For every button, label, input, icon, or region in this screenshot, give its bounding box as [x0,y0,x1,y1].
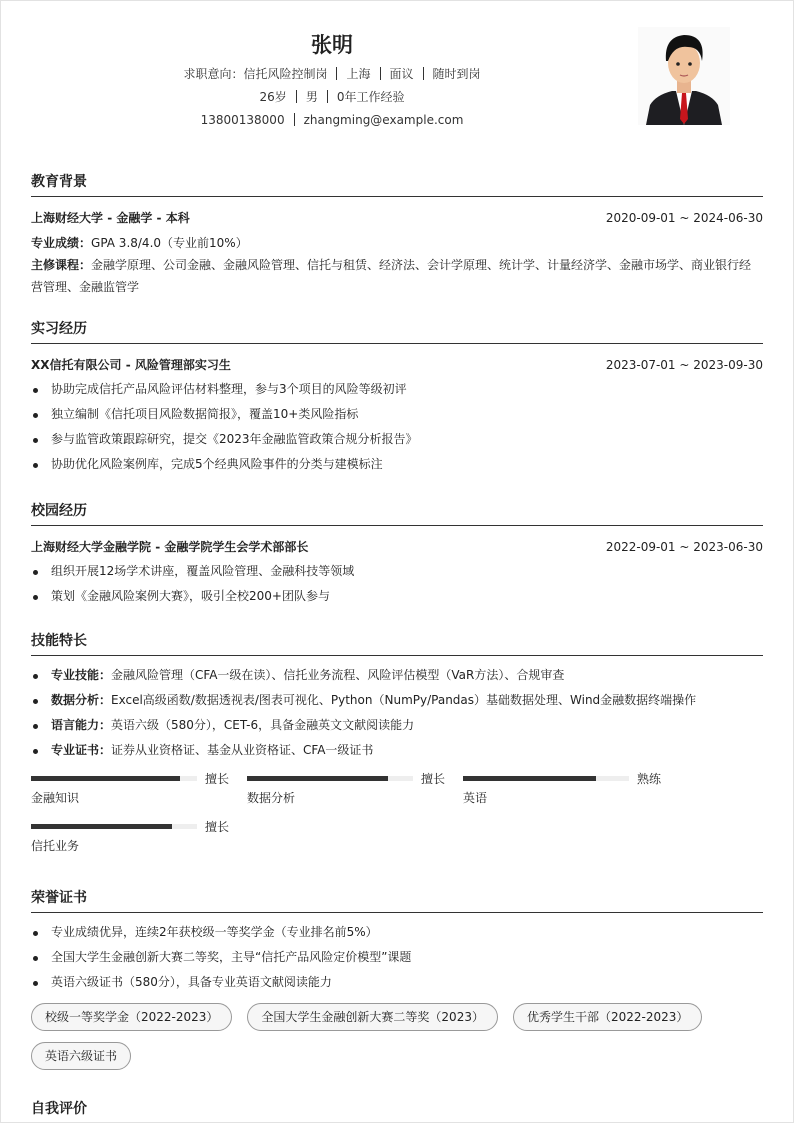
company: XX信托有限公司 [31,358,122,372]
basic-info-line [0,86,664,109]
availability: 随时到岗 [432,67,481,81]
education-dates: 2020-09-01 ~ 2024-06-30 [605,211,763,225]
skill-bar-fill [31,824,172,829]
section-title: 自我评价 [31,1101,87,1117]
list-item: 英语六级证书（580分），具备专业英语文献阅读能力 [31,970,763,995]
skills-section [31,630,763,865]
role: 金融学院学生会学术部部长 [164,540,309,554]
skill-text: 英语六级（580分），CET-6，具备金融英文文献阅读能力 [111,718,415,732]
list-item: 专业成绩优异，连续2年获校级一等奖学金（专业排名前5%） [31,920,763,945]
skill-level: 熟练 [637,771,662,786]
courses-line [31,254,763,298]
skill-label: 数据分析： [51,693,112,707]
skill-name: 英语 [463,791,488,805]
honor-tag: 英语六级证书 [31,1042,131,1070]
intent-label: 求职意向： [183,67,244,81]
degree: 本科 [165,211,190,225]
resume-header [0,28,664,132]
skill-bar [247,776,413,781]
school: 上海财经大学 [31,211,104,225]
organization: 上海财经大学金融学院 [31,540,152,554]
skill-level-item [247,769,463,809]
list-item [31,738,763,763]
list-item: 策划《金融风险案例大赛》，吸引全校200+团队参与 [31,584,763,609]
candidate-name: 张明 [311,33,353,57]
skill-levels [31,769,763,865]
skill-level-item [31,817,247,857]
intent-line [0,63,664,86]
age: 26岁 [259,90,287,104]
campus-dates: 2022-09-01 ~ 2023-06-30 [605,540,763,554]
skill-bar-fill [31,776,180,781]
experience: 0年工作经验 [336,90,405,104]
skill-label: 语言能力： [51,718,112,732]
list-item: 协助优化风险案例库，完成5个经典风险事件的分类与建模标注 [31,452,763,477]
section-title: 荣誉证书 [31,887,763,913]
section-title: 校园经历 [31,500,763,526]
skill-level-item [463,769,679,809]
campus-section [31,500,763,609]
honor-tag: 优秀学生干部（2022-2023） [513,1003,702,1031]
list-item: 全国大学生金融创新大赛二等奖，主导“信托产品风险定价模型”课题 [31,945,763,970]
education-entry: 上海财经大学 - 金融学 - 本科 2020-09-01 ~ 2024-06-30 [31,207,763,229]
internship-dates: 2023-07-01 ~ 2023-09-30 [605,358,763,372]
skill-bar-fill [463,776,596,781]
list-item: 独立编制《信托项目风险数据简报》，覆盖10+类风险指标 [31,402,763,427]
list-item [31,713,763,738]
campus-entry: 上海财经大学金融学院 - 金融学院学生会学术部部长 2022-09-01 ~ 2023-06-30 [31,536,763,558]
education-section [31,171,763,298]
section-title: 技能特长 [31,630,763,656]
skill-bar-fill [247,776,388,781]
list-item: 参与监管政策跟踪研究，提交《2023年金融监管政策合规分析报告》 [31,427,763,452]
intent: 信托风险控制岗 [243,67,328,81]
internship-entry: XX信托有限公司 - 风险管理部实习生 2023-07-01 ~ 2023-09-30 [31,354,763,376]
skill-name: 信托业务 [31,839,80,853]
list-item: 协助完成信托产品风险评估材料整理，参与3个项目的风险等级初评 [31,377,763,402]
role: 风险管理部实习生 [134,358,231,372]
skill-level: 擅长 [205,771,230,786]
skill-text: 金融风险管理（CFA一级在读）、信托业务流程、风险评估模型（VaR方法）、合规审查 [111,668,565,682]
list-item [31,663,763,688]
skill-text: Excel高级函数/数据透视表/图表可视化、Python（NumPy/Pandas）基础数据处理、Wind金融数据终端操作 [111,693,697,707]
courses-label: 主修课程： [31,258,92,272]
gpa-label: 专业成绩： [31,236,92,250]
major: 金融学 [116,211,153,225]
honor-tags [31,1003,763,1070]
skill-level-item [31,769,247,809]
honors-section [31,887,763,1070]
contact-line [0,109,664,132]
skill-text: 证券从业资格证、基金从业资格证、CFA一级证书 [111,743,374,757]
skill-label: 专业证书： [51,743,112,757]
internship-section [31,318,763,477]
skill-bar [463,776,629,781]
self-evaluation-section [31,1098,763,1123]
skill-name: 金融知识 [31,791,80,805]
avatar-photo [638,27,730,125]
section-title: 教育背景 [31,171,763,197]
courses: 金融学原理、公司金融、金融风险管理、信托与租赁、经济法、会计学原理、统计学、计量经济学、金融市场学、商业银行经营管理、金融监管学 [31,258,752,294]
gpa-line [31,232,763,254]
phone: 13800138000 [200,113,285,127]
skill-label: 专业技能： [51,668,112,682]
skill-bar [31,776,197,781]
salary: 面议 [389,67,414,81]
skill-level: 擅长 [421,771,446,786]
skill-name: 数据分析 [247,791,296,805]
gpa: GPA 3.8/4.0（专业前10%） [91,236,248,250]
honor-tag: 校级一等奖学金（2022-2023） [31,1003,232,1031]
section-title: 实习经历 [31,318,763,344]
gender: 男 [305,90,318,104]
city: 上海 [346,67,371,81]
skill-level: 擅长 [205,819,230,834]
email: zhangming@example.com [303,113,464,127]
skill-bar [31,824,197,829]
honor-tag: 全国大学生金融创新大赛二等奖（2023） [247,1003,498,1031]
list-item [31,688,763,713]
list-item: 组织开展12场学术讲座，覆盖风险管理、金融科技等领域 [31,559,763,584]
